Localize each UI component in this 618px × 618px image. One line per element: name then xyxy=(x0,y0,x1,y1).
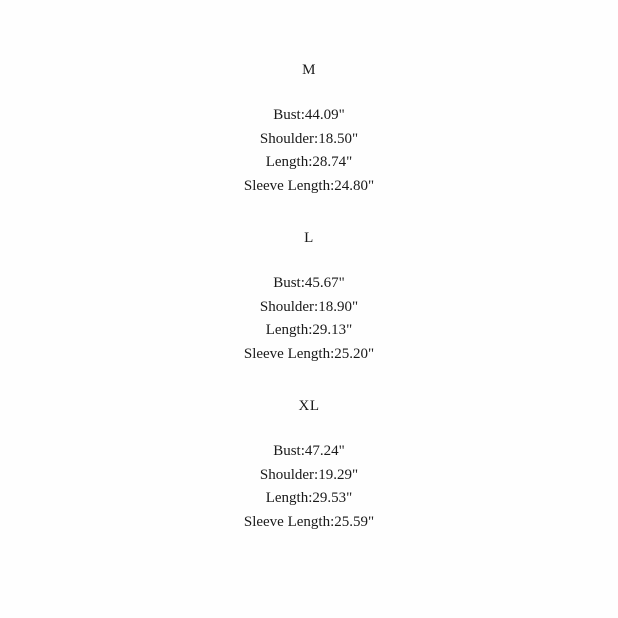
size-title: XL xyxy=(298,398,320,414)
measurement-sleeve-length: Sleeve Length:24.80" xyxy=(243,177,375,194)
size-block-xl xyxy=(0,397,618,534)
size-block-l xyxy=(0,229,618,366)
spacer xyxy=(0,79,618,104)
measurement-shoulder: Shoulder:18.90" xyxy=(259,298,359,315)
size-title: L xyxy=(304,230,314,246)
measurement-bust: Bust:44.09" xyxy=(273,107,345,123)
measurement-length: Length:29.53" xyxy=(265,490,353,506)
measurement-list xyxy=(0,440,618,534)
measurement-sleeve-length: Sleeve Length:25.59" xyxy=(243,513,375,530)
size-title: M xyxy=(302,62,316,78)
measurement-list xyxy=(0,272,618,366)
measurement-shoulder: Shoulder:18.50" xyxy=(259,130,359,147)
measurement-shoulder: Shoulder:19.29" xyxy=(259,466,359,483)
measurement-sleeve-length: Sleeve Length:25.20" xyxy=(243,345,375,362)
measurement-bust: Bust:45.67" xyxy=(273,275,345,291)
spacer xyxy=(0,247,618,272)
spacer xyxy=(0,415,618,440)
measurement-list xyxy=(0,104,618,198)
measurement-length: Length:28.74" xyxy=(265,154,353,170)
size-block-m xyxy=(0,61,618,198)
measurement-length: Length:29.13" xyxy=(265,322,353,338)
measurement-bust: Bust:47.24" xyxy=(273,443,345,459)
